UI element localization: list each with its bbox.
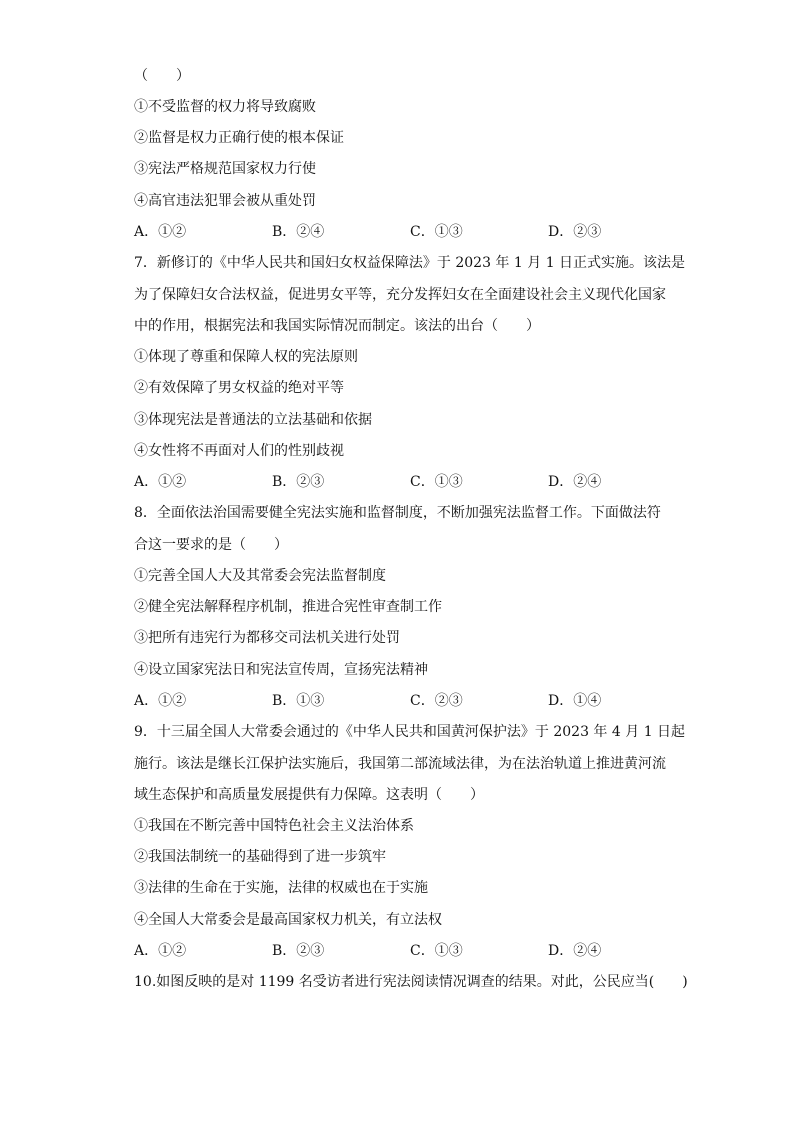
q7-item-1: ①体现了尊重和保障人权的宪法原则 — [134, 349, 358, 365]
q7-options — [134, 472, 654, 492]
q9-stem-line-1: 9．十三届全国人大常委会通过的《中华人民共和国黄河保护法》于 2023 年 4 月 1 日起 — [134, 724, 686, 740]
q7-item-3: ③体现宪法是普通法的立法基础和依据 — [134, 412, 372, 428]
q9-option-b: B．②③ — [272, 943, 325, 959]
q7-stem-line-2: 为了保障妇女合法权益，促进男女平等，充分发挥妇女在全面建设社会主义现代化国家 — [134, 287, 666, 303]
q9-option-a: A．①② — [134, 943, 187, 959]
q9-item-1: ①我国在不断完善中国特色社会主义法治体系 — [134, 818, 414, 834]
q8-stem-line-2: 合这一要求的是（ ） — [134, 537, 288, 553]
q8-item-2: ②健全宪法解释程序机制，推进合宪性审查制工作 — [134, 599, 442, 615]
q6-options — [134, 222, 654, 242]
q10-stem-line-1: 10.如图反映的是对 1199 名受访者进行宪法阅读情况调查的结果。对此，公民应当( ) — [134, 974, 688, 990]
q9-item-4: ④全国人大常委会是最高国家权力机关，有立法权 — [134, 912, 442, 928]
q8-option-b: B．①③ — [272, 693, 325, 709]
q8-item-1: ①完善全国人大及其常委会宪法监督制度 — [134, 568, 386, 584]
q6-item-3: ③宪法严格规范国家权力行使 — [134, 161, 316, 177]
q7-option-d: D．②④ — [548, 474, 602, 490]
q8-options — [134, 691, 654, 711]
q8-item-3: ③把所有违宪行为都移交司法机关进行处罚 — [134, 630, 400, 646]
q9-options — [134, 941, 654, 961]
q7-item-2: ②有效保障了男女权益的绝对平等 — [134, 380, 344, 396]
q9-option-d: D．②④ — [548, 943, 602, 959]
q7-stem-line-3: 中的作用，根据宪法和我国实际情况而制定。该法的出台（ ） — [134, 318, 540, 334]
q8-stem-line-1: 8．全面依法治国需要健全宪法实施和监督制度，不断加强宪法监督工作。下面做法符 — [134, 505, 661, 521]
q8-option-c: C．②③ — [410, 693, 463, 709]
q6-option-b: B．②④ — [272, 224, 325, 240]
q7-stem-line-1: 7．新修订的《中华人民共和国妇女权益保障法》于 2023 年 1 月 1 日正式实施。该法是 — [134, 255, 686, 271]
q8-option-d: D．①④ — [548, 693, 602, 709]
q7-option-a: A．①② — [134, 474, 187, 490]
q6-stem-tail: （ ） — [134, 68, 190, 84]
q9-item-3: ③法律的生命在于实施，法律的权威也在于实施 — [134, 880, 428, 896]
q6-item-4: ④高官违法犯罪会被从重处罚 — [134, 193, 316, 209]
q9-option-c: C．①③ — [410, 943, 463, 959]
q6-item-2: ②监督是权力正确行使的根本保证 — [134, 130, 344, 146]
q6-item-1: ①不受监督的权力将导致腐败 — [134, 99, 316, 115]
q7-option-b: B．②③ — [272, 474, 325, 490]
q8-item-4: ④设立国家宪法日和宪法宣传周，宣扬宪法精神 — [134, 662, 428, 678]
q6-option-d: D．②③ — [548, 224, 602, 240]
q9-item-2: ②我国法制统一的基础得到了进一步筑牢 — [134, 849, 386, 865]
q6-option-c: C．①③ — [410, 224, 463, 240]
q7-option-c: C．①③ — [410, 474, 463, 490]
q8-option-a: A．①② — [134, 693, 187, 709]
q9-stem-line-2: 施行。该法是继长江保护法实施后，我国第二部流域法律，为在法治轨道上推进黄河流 — [134, 756, 666, 772]
q9-stem-line-3: 域生态保护和高质量发展提供有力保障。这表明（ ） — [134, 787, 484, 803]
q7-item-4: ④女性将不再面对人们的性别歧视 — [134, 443, 344, 459]
q6-option-a: A．①② — [134, 224, 187, 240]
